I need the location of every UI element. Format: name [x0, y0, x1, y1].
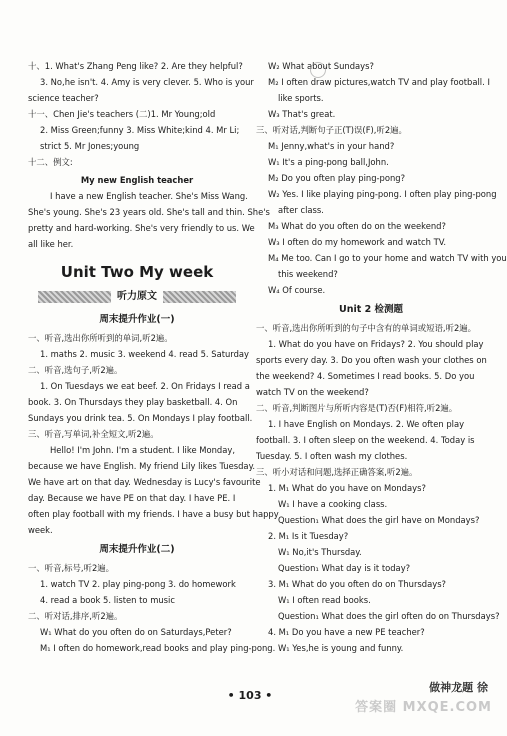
page-number: • 103 •	[227, 689, 273, 702]
watermark: 答案圈 MXQE.COM	[355, 700, 492, 715]
text-line: 4. M₁ Do you have a new PE teacher?	[268, 627, 425, 637]
text-line: W₂ Yes. I like playing ping-pong. I often play ping-pong	[268, 189, 497, 199]
text-line: sports every day. 3. Do you often wash your clothes on	[256, 355, 487, 365]
text-line: 二、听音,选句子,听2遍。	[28, 365, 123, 375]
text-line: W₁ No,it's Thursday.	[278, 547, 362, 557]
text-line: W₄ Of course.	[268, 285, 326, 295]
essay-line: all like her.	[28, 239, 74, 249]
text-line: book. 3. On Thursdays they play basketball. 4. On	[28, 397, 238, 407]
text-line: football. 3. I often sleep on the weekend. 4. Today is	[256, 435, 475, 445]
text-line: W₁ I have a cooking class.	[278, 499, 388, 509]
text-line: 1. What do you have on Fridays? 2. You should play	[268, 339, 484, 349]
text-line: M₁ Jenny,what's in your hand?	[268, 141, 395, 151]
unit2-test-title: Unit 2 检测题	[339, 304, 403, 315]
essay-title: My new English teacher	[80, 175, 194, 185]
text-line: watch TV on the weekend?	[256, 387, 369, 397]
dialogue-block	[256, 58, 507, 298]
text-line: M₃ What do you often do on the weekend?	[268, 221, 446, 231]
text-line: 一、听音,标号,听2遍。	[28, 563, 115, 573]
text-line: M₄ Me too. Can I go to your home and watch TV with you	[268, 253, 507, 263]
text-line: 三、听音,写单词,补全短文,听2遍。	[28, 429, 159, 439]
text-line: 1. maths 2. music 3. weekend 4. read 5. Saturday	[40, 349, 250, 359]
text-line: after class.	[278, 205, 324, 215]
text-line: 3. M₁ What do you often do on Thursdays?	[268, 579, 446, 589]
text-line: this weekend?	[278, 269, 338, 279]
text-line: W₁ It's a ping-pong ball,John.	[268, 157, 389, 167]
section-banner	[28, 288, 246, 306]
brand-text: 做神龙题 徐	[429, 681, 488, 694]
answers-block	[28, 58, 254, 170]
unit-title: Unit Two My week	[60, 263, 214, 281]
text-line: science teacher?	[28, 93, 99, 103]
text-line: 3. No,he isn't. 4. Amy is very clever. 5. Who is your	[40, 77, 254, 87]
text-line: W₂ What about Sundays?	[268, 61, 374, 71]
ink-stamp	[310, 62, 326, 78]
text-line: M₁ I often do homework,read books and play ping-pong.	[40, 643, 276, 653]
text-line: 1. On Tuesdays we eat beef. 2. On Fridays I read a	[40, 381, 250, 391]
essay-line: I have a new English teacher. She's Miss Wang.	[50, 191, 248, 201]
text-line: 十二、例文:	[28, 157, 73, 167]
text-line: 一、听音,选出你所听到的单词,听2遍。	[28, 333, 173, 343]
text-line: Sundays you drink tea. 5. On Mondays I play football.	[28, 413, 253, 423]
text-line: W₁ What do you often do on Saturdays,Peter?	[40, 627, 232, 637]
weekend-homework-2-body	[28, 560, 276, 656]
weekend-homework-1-body	[28, 330, 279, 538]
essay-line: She's young. She's 23 years old. She's tall and thin. She's	[28, 207, 270, 217]
text-line: 三、听对话,判断句子正(T)误(F),听2遍。	[256, 125, 407, 135]
text-line: Question₁ What does the girl often do on Thursdays?	[278, 611, 500, 621]
text-line: W₁ Yes,he is young and funny.	[278, 643, 404, 653]
text-line: Tuesday. 5. I often wash my clothes.	[256, 451, 408, 461]
essay-line: pretty and hard-working. She's very friendly to us. We	[28, 223, 255, 233]
text-line: often play football with my friends. I have a busy but happy	[28, 509, 279, 519]
weekend-homework-1-title: 周末提升作业(一)	[99, 314, 175, 325]
text-line: day. Because we have PE on that day. I have PE. I	[28, 493, 236, 503]
text-line: 2. M₁ Is it Tuesday?	[268, 531, 349, 541]
essay-body	[28, 188, 270, 252]
text-line: M₂ Do you often play ping-pong?	[268, 173, 406, 183]
text-line: Question₁ What day is it today?	[278, 563, 411, 573]
unit2-test-body	[256, 320, 500, 656]
text-line: W₃ I often do my homework and watch TV.	[268, 237, 446, 247]
text-line: because we have English. My friend Lily likes Tuesday.	[28, 461, 255, 471]
text-line: week.	[28, 525, 53, 535]
text-line: We have art on that day. Wednesday is Lucy's favourite	[28, 477, 261, 487]
text-line: like sports.	[278, 93, 324, 103]
text-line: 1. M₁ What do you have on Mondays?	[268, 483, 426, 493]
text-line: 十一、Chen Jie's teachers (二)1. Mr Young;old	[28, 109, 216, 119]
text-line: strict 5. Mr Jones;young	[40, 141, 140, 151]
banner-label: 听力原文	[111, 288, 163, 306]
text-line: W₃ That's great.	[268, 109, 336, 119]
weekend-homework-2-title: 周末提升作业(二)	[99, 544, 175, 555]
text-line: 十、1. What's Zhang Peng like? 2. Are they helpful?	[28, 61, 243, 71]
text-line: 1. watch TV 2. play ping-pong 3. do homework	[40, 579, 236, 589]
text-line: 4. read a book 5. listen to music	[40, 595, 175, 605]
text-line: M₂ I often draw pictures,watch TV and play football. I	[268, 77, 490, 87]
text-line: the weekend? 4. Sometimes I read books. 5. Do you	[256, 371, 475, 381]
text-line: 三、听小对话和问题,选择正确答案,听2遍。	[256, 467, 418, 477]
text-line: 二、听对话,排序,听2遍。	[28, 611, 123, 621]
left-column	[28, 58, 279, 656]
right-column	[256, 58, 507, 656]
text-line: W₁ I often read books.	[278, 595, 371, 605]
text-line: 二、听音,判断图片与所听内容是(T)否(F)相符,听2遍。	[256, 403, 458, 413]
text-line: 1. I have English on Mondays. 2. We often play	[268, 419, 465, 429]
text-line: 一、听音,选出你所听到的句子中含有的单词或短语,听2遍。	[256, 323, 477, 333]
text-line: Hello! I'm John. I'm a student. I like Monday,	[50, 445, 235, 455]
text-line: 2. Miss Green;funny 3. Miss White;kind 4. Mr Li;	[40, 125, 240, 135]
text-line: Question₁ What does the girl have on Mondays?	[278, 515, 480, 525]
